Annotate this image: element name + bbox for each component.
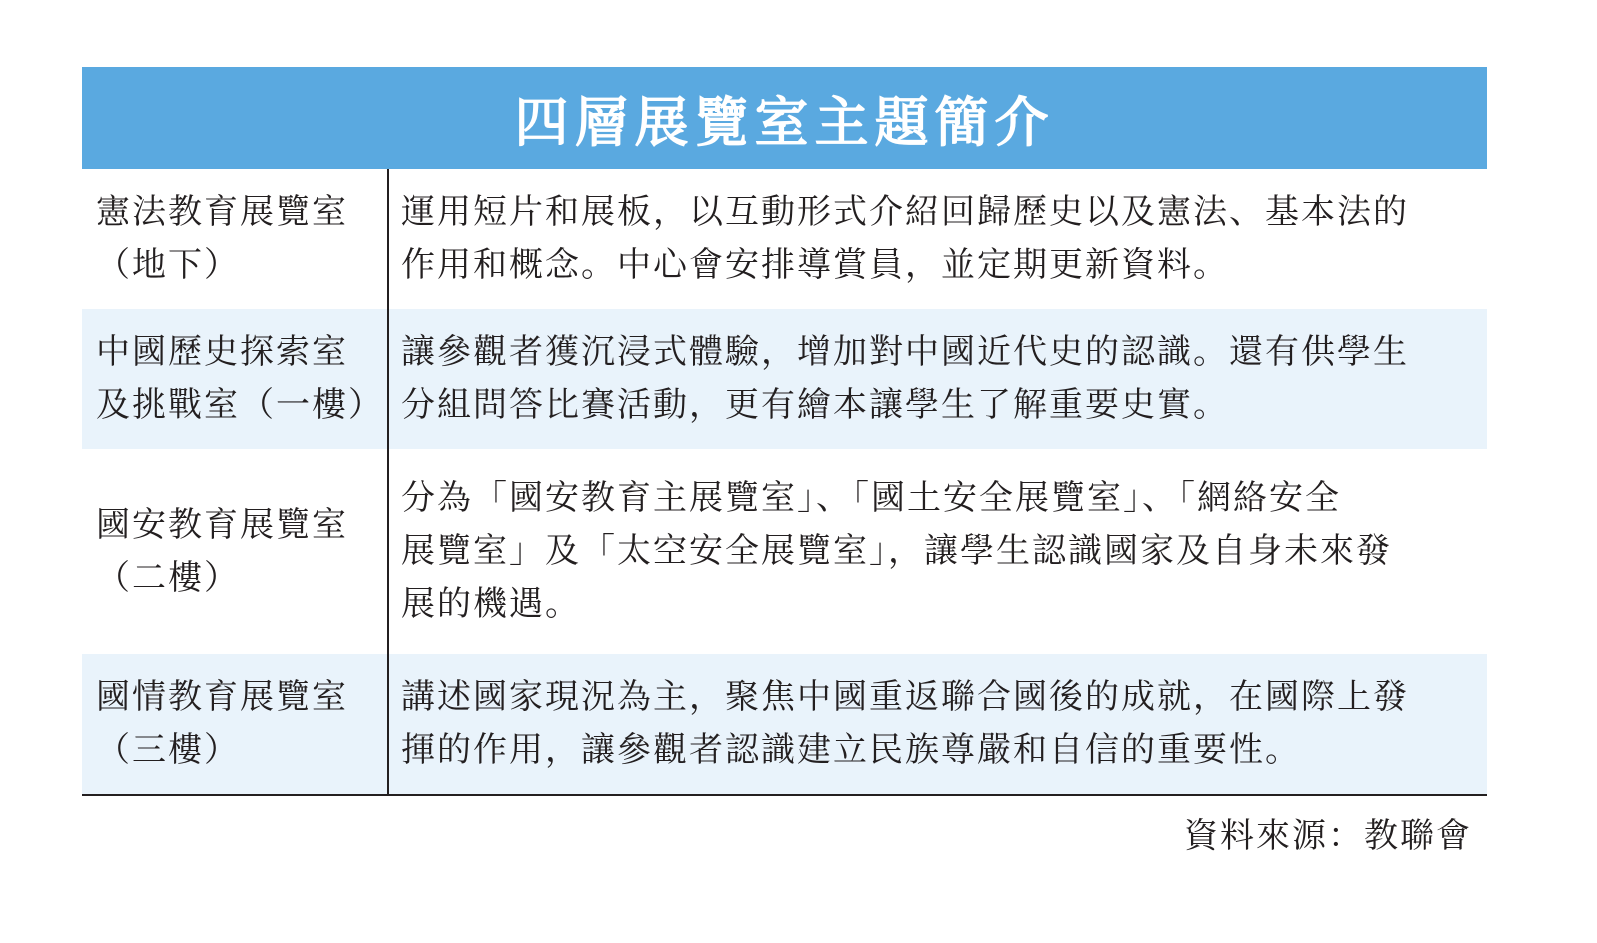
room-floor: 及挑戰室（一樓） (96, 385, 384, 425)
table-row (82, 309, 1487, 449)
room-description-cell (389, 169, 1487, 309)
description-line: 分為「國安教育主展覽室」、「國土安全展覽室」、「網絡安全 (401, 478, 1341, 518)
description-line: 運用短片和展板，以互動形式介紹回歸歷史以及憲法、基本法的 (401, 192, 1409, 232)
room-description-cell (389, 449, 1487, 654)
table-bottom-divider (82, 794, 1487, 796)
room-name-cell (82, 309, 389, 449)
room-description-cell (389, 654, 1487, 794)
table-row (82, 654, 1487, 794)
description-line: 揮的作用，讓參觀者認識建立民族尊嚴和自信的重要性。 (401, 730, 1301, 770)
room-name: 國情教育展覽室 (96, 677, 348, 717)
table-row (82, 169, 1487, 309)
room-floor: （三樓） (96, 730, 240, 770)
room-name: 國安教育展覽室 (96, 504, 348, 545)
description-line: 展的機遇。 (401, 584, 581, 624)
source-note: 資料來源：教聯會 (1184, 816, 1472, 856)
description-line: 作用和概念。中心會安排導賞員，並定期更新資料。 (401, 245, 1229, 285)
room-floor: （地下） (96, 245, 240, 285)
table-title: 四層展覽室主題簡介 (514, 90, 1055, 154)
description-line: 分組問答比賽活動，更有繪本讓學生了解重要史實。 (401, 385, 1229, 425)
description-line: 展覽室」及「太空安全展覽室」，讓學生認識國家及自身未來發 (401, 531, 1392, 571)
description-line: 講述國家現況為主，聚焦中國重返聯合國後的成就，在國際上發 (401, 677, 1409, 717)
room-floor: （二樓） (96, 557, 240, 598)
room-name-cell (82, 449, 389, 654)
room-description-cell (389, 309, 1487, 449)
room-name-cell (82, 169, 389, 309)
table-title-bar (82, 67, 1487, 169)
exhibition-table (82, 67, 1487, 796)
room-name: 憲法教育展覽室 (96, 192, 348, 232)
description-line: 讓參觀者獲沉浸式體驗，增加對中國近代史的認識。還有供學生 (401, 332, 1409, 372)
room-name: 中國歷史探索室 (96, 332, 348, 372)
room-name-cell (82, 654, 389, 794)
table-row (82, 449, 1487, 654)
